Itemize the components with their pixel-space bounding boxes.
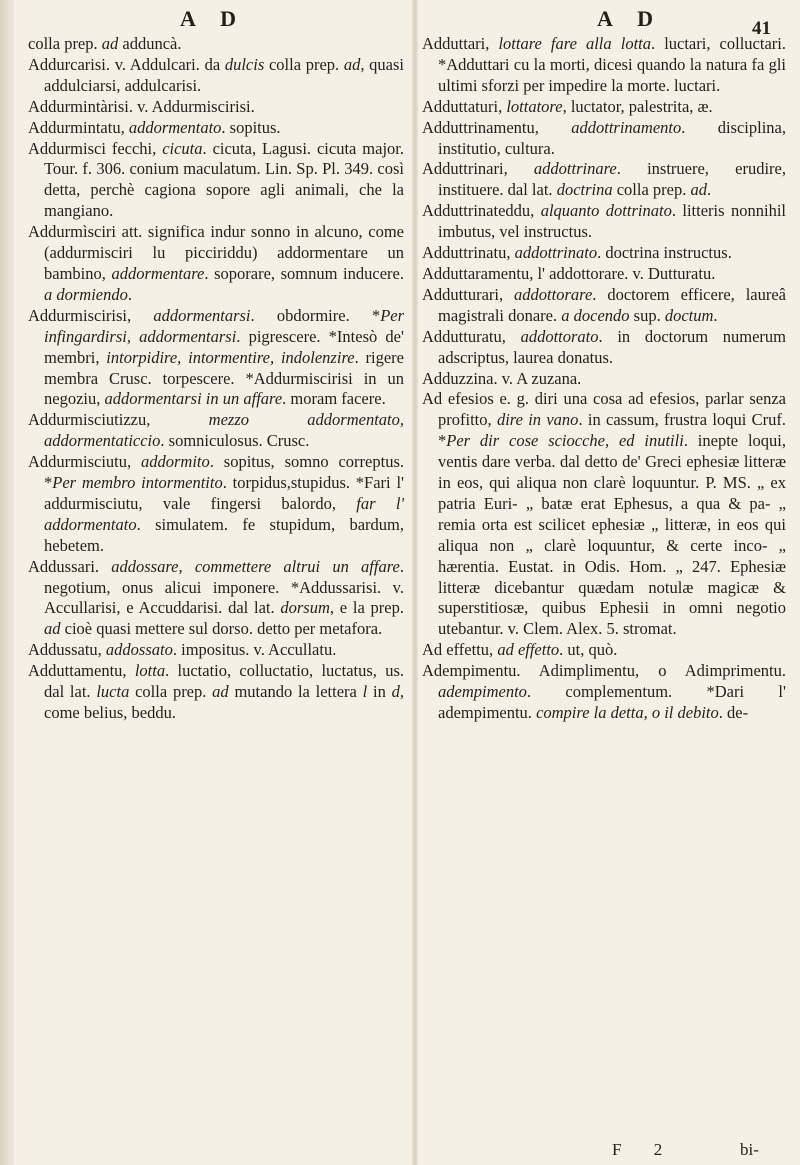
- running-head-left: A D: [180, 6, 247, 31]
- page-number: 41: [752, 18, 771, 39]
- dictionary-entry: Ad effettu, ad effetto. ut, quò.: [422, 640, 618, 660]
- dictionary-entry: Adduttaturi, lottatore, luctator, palestrita, æ.: [422, 96, 713, 116]
- dictionary-entry: Adduzzina. v. A zuzana.: [422, 368, 582, 388]
- dictionary-entry: Adduttamentu, lotta. luctatio, colluctatio, luctatus, us. dal lat. lucta colla prep. ad mutando la lettera l in d, come belius, beddu.: [28, 661, 404, 722]
- dictionary-entry: Addussari. addossare, commettere altrui un affare. negotium, onus alicui imponere. *Addussarisi. v. Accullarisi, e Accuddarisi. dal lat. dorsum, e la prep. ad cioè quasi mettere sul dorso. detto per metafora.: [28, 556, 404, 639]
- left-column: [28, 34, 404, 1159]
- dictionary-entry: Adduttrinari, addottrinare. instruere, erudire, instituere. dal lat. doctrina colla prep. ad.: [422, 159, 786, 200]
- dictionary-entry: Adduttrinatu, addottrinato. doctrina instructus.: [422, 243, 732, 263]
- center-gutter: [412, 0, 418, 1165]
- printer-signature: F 2: [612, 1140, 677, 1159]
- dictionary-entry: Addutturari, addottorare. doctorem efficere, laureâ magistrali donare. a docendo sup. doctum.: [422, 284, 786, 325]
- book-spine-shadow: [0, 0, 14, 1165]
- dictionary-entry: Ad efesios e. g. diri una cosa ad efesios, parlar senza profitto, dire in vano. in cassum, frustra loqui Cruf. *Per dir cose sciocche, ed inutili. inepte loqui, ventis dare verba. dal detto de' Greci ephesiæ litteræ in eos, qui aliqua non clarè loquuntur. P. MS. „ ex patria Euri- „ batæ erat Ephesus, a qua & pa- „ remia orta est scilicet ephesiæ „ litteræ, in eos qui aliqua non „ clarè loquuntur, & certe inco- „ hærentia. Eustat. in Odis. Hom. „ 247. Ephesiæ litteræ dicebantur quædam notulæ magicæ & superstitiosæ, quibus Ephesii in omni negotio utebantur. v. Clem. Alex. 5. stromat.: [422, 389, 786, 639]
- dictionary-entry: Addurmìsciri att. significa indur sonno in alcuno, come (addurmisciri lu picciriddu) addormentare un bambino, addormentare. soporare, somnum inducere. a dormiendo.: [28, 222, 404, 304]
- dictionary-entry: Addurmisci fecchi, cicuta. cicuta, Lagusi. cicuta major. Tour. f. 306. conium maculatum. Lin. Sp. Pl. 349. così detta, perchè cagiona sopore agli animali, che la mangiano.: [28, 138, 404, 221]
- dictionary-entry: Addussatu, addossato. impositus. v. Accullatu.: [28, 640, 337, 660]
- dictionary-entry: Adduttaramentu, l' addottorare. v. Dutturatu.: [422, 263, 716, 283]
- dictionary-entry: Addurcarisi. v. Addulcari. da dulcis colla prep. ad, quasi addulciarsi, addulcarisi.: [28, 54, 404, 95]
- dictionary-entry: colla prep. ad adduncà.: [28, 34, 182, 53]
- dictionary-entry: Addurmintàrisi. v. Addurmiscirisi.: [28, 96, 255, 116]
- catchword: bi-: [740, 1140, 759, 1159]
- dictionary-entry: Addutturatu, addottorato. in doctorum numerum adscriptus, laurea donatus.: [422, 326, 786, 367]
- dictionary-entry: Addurmisciutu, addormito. sopitus, somno correptus. *Per membro intormentito. torpidus,stupidus. *Fari l' addurmisciutu, vale fingersi balordo, far l' addormentato. simulatem. fe stupidum, bardum, hebetem.: [28, 452, 404, 555]
- dictionary-entry: Addurmisciutizzu, mezzo addormentato, addormentaticcio. somniculosus. Crusc.: [28, 410, 404, 451]
- dictionary-entry: Adduttrinamentu, addottrinamento. disciplina, institutio, cultura.: [422, 117, 786, 158]
- right-column: [422, 34, 786, 1159]
- dictionary-entry: Addurmintatu, addormentato. sopitus.: [28, 117, 281, 137]
- dictionary-entry: Adempimentu. Adimplimentu, o Adimprimentu. adempimento. complementum. *Dari l' adempimentu. compire la detta, o il debito. de-: [422, 661, 786, 722]
- dictionary-entry: Adduttari, lottare fare alla lotta. luctari, colluctari. *Adduttari cu la morti, dicesi quando la natura fa gli ultimi sforzi per impedire la morte. luctari.: [422, 34, 786, 95]
- dictionary-entry: Adduttrinateddu, alquanto dottrinato. litteris nonnihil imbutus, vel instructus.: [422, 201, 786, 242]
- running-head-right: A D: [597, 6, 664, 31]
- dictionary-entry: Addurmiscirisi, addormentarsi. obdormire. *Per infingardirsi, addormentarsi. pigrescere. *Intesò de' membri, intorpidire, intormentire, indolenzire. rigere membra Crusc. torpescere. *Addurmiscirisi in un negoziu, addormentarsi in un affare. moram facere.: [28, 305, 404, 409]
